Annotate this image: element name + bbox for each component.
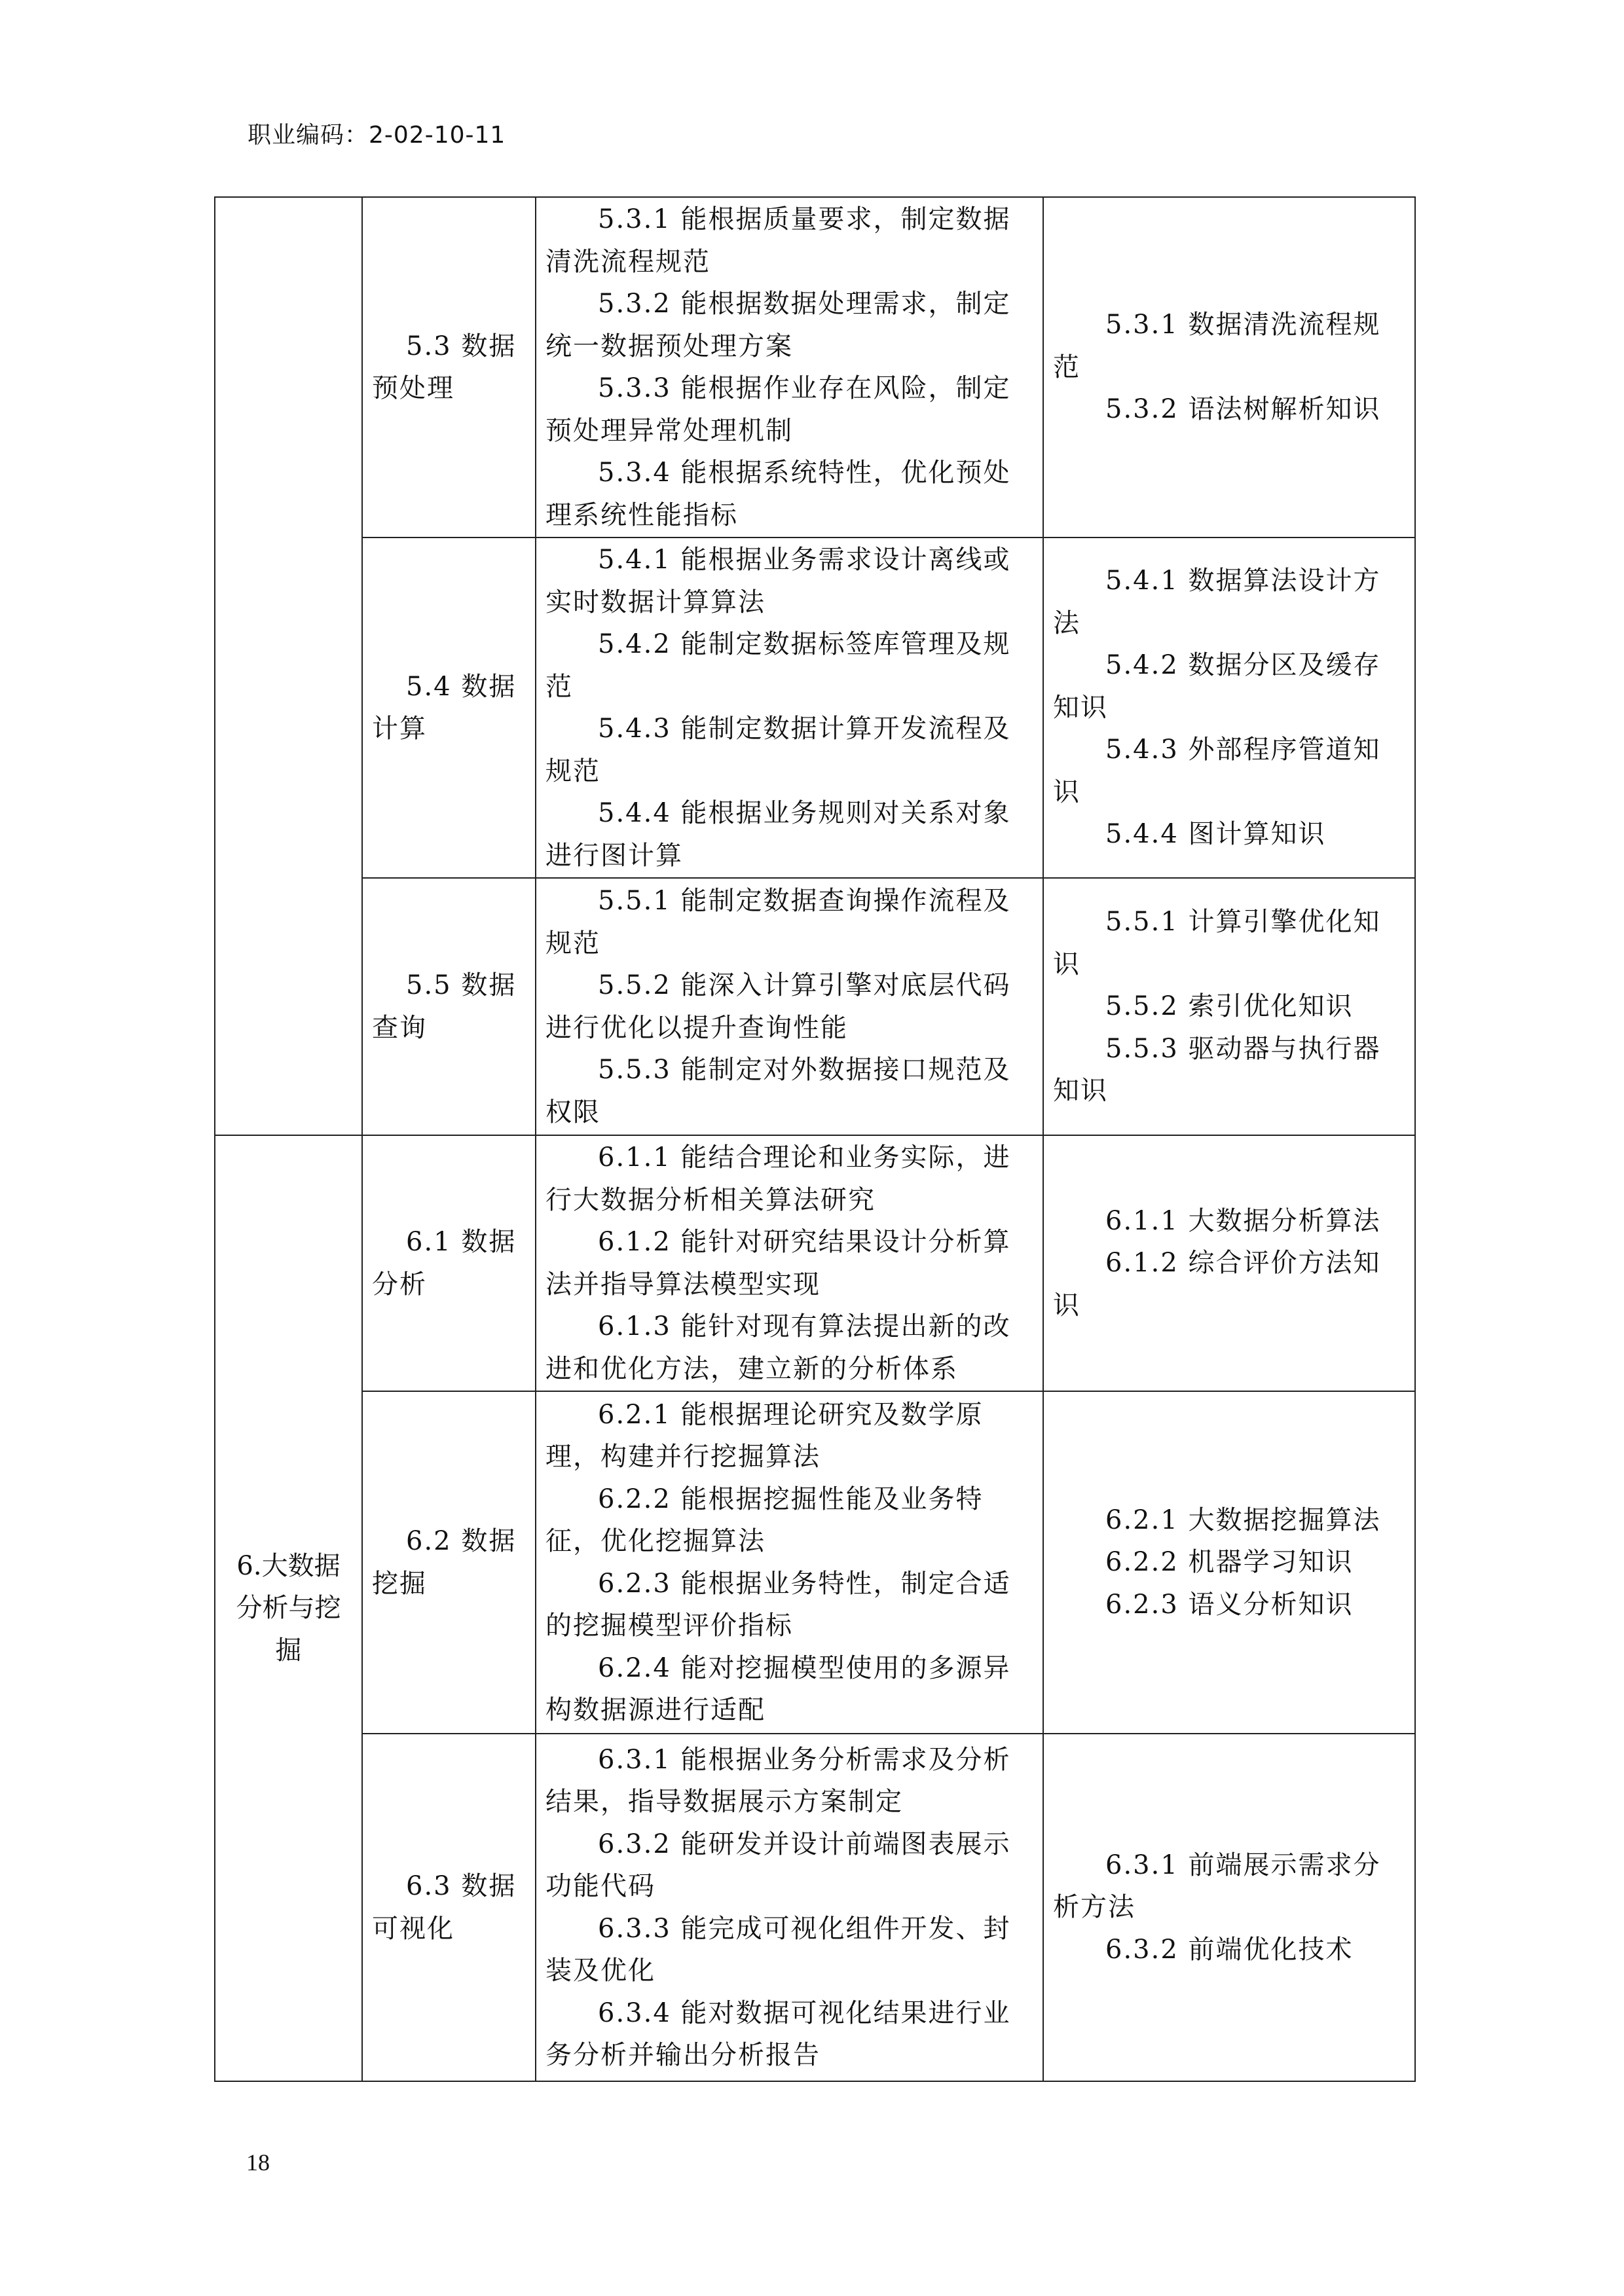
knowledge-cell	[1043, 1135, 1415, 1391]
skill-item: 5.5.1 能制定数据查询操作流程及规范	[545, 886, 1011, 958]
unit-cell	[362, 1734, 536, 2081]
unit-label: 6.3 数据可视化	[372, 1871, 517, 1944]
standard-table	[214, 196, 1416, 2082]
skill-item: 5.5.3 能制定对外数据接口规范及权限	[545, 1055, 1011, 1127]
knowledge-item: 5.3.2 语法树解析知识	[1105, 394, 1381, 425]
occupation-code-header: 职业编码：2-02-10-11	[248, 122, 506, 149]
skill-item: 5.4.1 能根据业务需求设计离线或实时数据计算算法	[545, 545, 1011, 617]
unit-cell	[362, 878, 536, 1135]
skill-item: 6.3.1 能根据业务分析需求及分析结果，指导数据展示方案制定	[545, 1744, 1011, 1817]
knowledge-cell	[1043, 878, 1415, 1135]
knowledge-cell	[1043, 538, 1415, 878]
knowledge-cell	[1043, 1391, 1415, 1734]
unit-label: 6.1 数据分析	[372, 1227, 517, 1300]
knowledge-item: 6.2.1 大数据挖掘算法	[1105, 1504, 1381, 1535]
unit-cell	[362, 197, 536, 538]
skill-item: 6.1.3 能针对现有算法提出新的改进和优化方法，建立新的分析体系	[545, 1311, 1011, 1384]
skill-item: 5.4.4 能根据业务规则对关系对象进行图计算	[545, 798, 1011, 871]
unit-cell	[362, 1135, 536, 1391]
unit-label: 5.4 数据计算	[372, 671, 517, 744]
section-6-label: 6.大数据分析与挖掘	[236, 1550, 341, 1666]
knowledge-cell	[1043, 1734, 1415, 2081]
skill-item: 6.3.2 能研发并设计前端图表展示功能代码	[545, 1829, 1011, 1901]
knowledge-item: 5.5.3 驱动器与执行器知识	[1053, 1033, 1381, 1106]
skill-item: 5.3.1 能根据质量要求，制定数据清洗流程规范	[545, 204, 1011, 277]
skill-item: 6.3.3 能完成可视化组件开发、封装及优化	[545, 1913, 1011, 1986]
skill-item: 6.3.4 能对数据可视化结果进行业务分析并输出分析报告	[545, 1997, 1011, 2070]
skill-item: 6.2.1 能根据理论研究及数学原理，构建并行挖掘算法	[545, 1399, 984, 1472]
unit-cell	[362, 1391, 536, 1734]
table-row-5-3	[215, 197, 1415, 538]
knowledge-item: 5.4.1 数据算法设计方法	[1053, 566, 1381, 638]
knowledge-item: 5.4.2 数据分区及缓存知识	[1053, 650, 1381, 723]
section-6-cell	[215, 1135, 362, 2081]
knowledge-item: 5.4.4 图计算知识	[1105, 819, 1326, 850]
table-row-5-4	[215, 538, 1415, 878]
knowledge-item: 5.3.1 数据清洗流程规范	[1053, 310, 1381, 382]
page-number: 18	[246, 2149, 270, 2176]
table-row-6-2	[215, 1391, 1415, 1734]
knowledge-item: 6.3.2 前端优化技术	[1105, 1934, 1354, 1965]
skills-cell	[536, 197, 1043, 538]
knowledge-item: 5.5.1 计算引擎优化知识	[1053, 907, 1381, 979]
skill-item: 6.2.4 能对挖掘模型使用的多源异构数据源进行适配	[545, 1652, 1011, 1725]
skill-item: 5.3.3 能根据作业存在风险，制定预处理异常处理机制	[545, 373, 1011, 446]
skill-item: 6.2.3 能根据业务特性，制定合适的挖掘模型评价指标	[545, 1568, 1011, 1641]
skills-cell	[536, 1734, 1043, 2081]
skills-cell	[536, 1391, 1043, 1734]
skill-item: 5.3.4 能根据系统特性，优化预处理系统性能指标	[545, 458, 1011, 530]
unit-label: 5.5 数据查询	[372, 970, 517, 1043]
skill-item: 5.4.2 能制定数据标签库管理及规范	[545, 629, 1011, 702]
skills-cell	[536, 1135, 1043, 1391]
skills-cell	[536, 538, 1043, 878]
table-row-6-3	[215, 1734, 1415, 2081]
skills-cell	[536, 878, 1043, 1135]
skill-item: 5.4.3 能制定数据计算开发流程及规范	[545, 714, 1011, 786]
knowledge-item: 6.2.3 语义分析知识	[1105, 1589, 1354, 1620]
knowledge-item: 6.3.1 前端展示需求分析方法	[1053, 1850, 1381, 1923]
knowledge-cell	[1043, 197, 1415, 538]
knowledge-item: 5.5.2 索引优化知识	[1105, 991, 1354, 1022]
unit-cell	[362, 538, 536, 878]
skill-item: 6.1.2 能针对研究结果设计分析算法并指导算法模型实现	[545, 1227, 1011, 1300]
skill-item: 5.5.2 能深入计算引擎对底层代码进行优化以提升查询性能	[545, 970, 1011, 1043]
unit-label: 6.2 数据挖掘	[372, 1526, 517, 1599]
knowledge-item: 5.4.3 外部程序管道知识	[1053, 735, 1381, 807]
knowledge-item: 6.1.2 综合评价方法知识	[1053, 1248, 1381, 1321]
unit-label: 5.3 数据预处理	[372, 331, 517, 403]
skill-item: 6.1.1 能结合理论和业务实际，进行大数据分析相关算法研究	[545, 1142, 1011, 1215]
skill-item: 6.2.2 能根据挖掘性能及业务特征，优化挖掘算法	[545, 1484, 984, 1556]
table-row-6-1	[215, 1135, 1415, 1391]
section-5-cell	[215, 197, 362, 1135]
knowledge-item: 6.1.1 大数据分析算法	[1105, 1205, 1381, 1236]
knowledge-item: 6.2.2 机器学习知识	[1105, 1547, 1354, 1578]
skill-item: 5.3.2 能根据数据处理需求，制定统一数据预处理方案	[545, 289, 1011, 361]
table-row-5-5	[215, 878, 1415, 1135]
